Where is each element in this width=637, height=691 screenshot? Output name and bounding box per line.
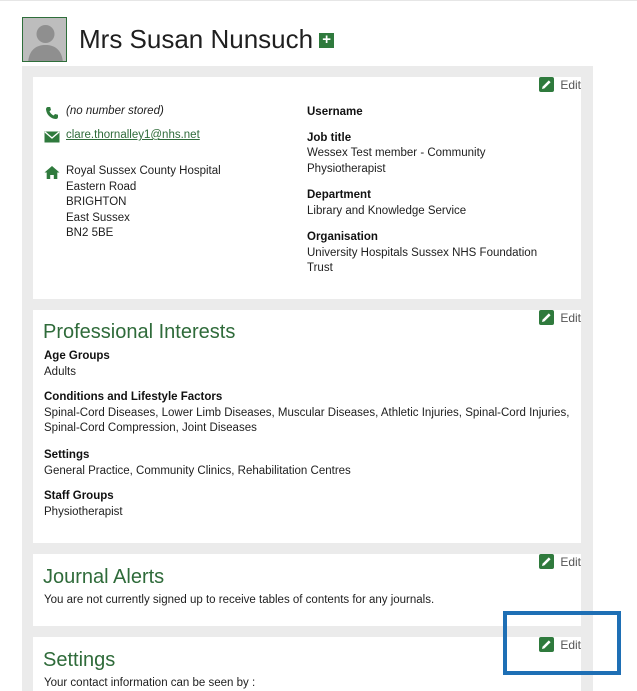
- field-value: Physiotherapist: [44, 505, 123, 518]
- field-value: Spinal-Cord Compression, Joint Diseases: [44, 422, 257, 434]
- settings-panel: [33, 637, 581, 691]
- professional-interests-panel: [33, 310, 581, 543]
- edit-interests-button[interactable]: [539, 310, 581, 325]
- section-title: Settings: [43, 649, 116, 671]
- department-value: Library and Knowledge Service: [307, 204, 467, 217]
- contact-details-panel: [33, 77, 581, 299]
- avatar: [22, 17, 67, 62]
- field-label: Conditions and Lifestyle Factors: [44, 391, 223, 403]
- annotation-highlight-box: [503, 611, 621, 675]
- add-button[interactable]: +: [319, 33, 334, 48]
- edit-journal-alerts-button[interactable]: [539, 554, 581, 569]
- pencil-icon: [539, 554, 554, 569]
- address-line: Royal Sussex County Hospital: [66, 165, 221, 177]
- pencil-icon: [539, 310, 554, 325]
- pencil-icon: [539, 77, 554, 92]
- organisation-label: Organisation: [307, 231, 378, 243]
- edit-contact-button[interactable]: [539, 77, 581, 92]
- job-title-label: Job title: [307, 131, 352, 144]
- department-label: Department: [307, 189, 371, 201]
- address-line: BN2 5BE: [66, 227, 114, 239]
- field-value: Spinal-Cord Diseases, Lower Limb Diseases, Muscular Diseases, Athletic Injuries, Spinal-Cord Injuries,: [44, 406, 570, 419]
- settings-text: Your contact information can be seen by :: [44, 677, 256, 689]
- address-line: East Sussex: [66, 211, 130, 224]
- job-title-value: Wessex Test member - Community: [307, 147, 486, 159]
- address-line: Eastern Road: [66, 180, 137, 193]
- conditions-field: [44, 390, 574, 437]
- edit-label: Edit: [560, 77, 581, 92]
- field-value: Adults: [44, 365, 76, 378]
- field-label: Age Groups: [44, 350, 110, 362]
- job-title-value: Physiotherapist: [307, 162, 386, 175]
- field-value: General Practice, Community Clinics, Rehabilitation Centres: [44, 464, 351, 477]
- phone-number: (no number stored): [66, 105, 164, 117]
- journal-alerts-panel: [33, 554, 581, 626]
- section-title: Journal Alerts: [43, 566, 165, 588]
- settings-field: [44, 448, 574, 479]
- person-silhouette-icon: [23, 18, 67, 62]
- phone-icon: [45, 106, 59, 120]
- journal-alerts-text: You are not currently signed up to receive tables of contents for any journals.: [44, 594, 435, 606]
- section-title: Professional Interests: [43, 321, 236, 343]
- organisation-value: University Hospitals Sussex NHS Foundation: [307, 246, 538, 259]
- top-divider: [0, 0, 637, 1]
- organisation-value: Trust: [307, 262, 333, 274]
- edit-label: Edit: [560, 637, 581, 652]
- edit-label: Edit: [560, 310, 581, 325]
- home-icon: [44, 165, 60, 180]
- age-groups-field: [44, 349, 574, 380]
- account-details: [307, 105, 537, 277]
- staff-groups-field: [44, 489, 574, 520]
- edit-label: Edit: [560, 554, 581, 569]
- username-label: Username: [307, 106, 363, 118]
- address-block: [66, 164, 221, 242]
- page-title: [79, 24, 334, 55]
- address-line: BRIGHTON: [66, 196, 127, 208]
- profile-name: Mrs Susan Nunsuch: [79, 24, 314, 54]
- email-link[interactable]: clare.thornalley1@nhs.net: [66, 129, 200, 141]
- mail-icon: [44, 131, 60, 143]
- field-label: Settings: [44, 449, 90, 461]
- field-label: Staff Groups: [44, 490, 114, 502]
